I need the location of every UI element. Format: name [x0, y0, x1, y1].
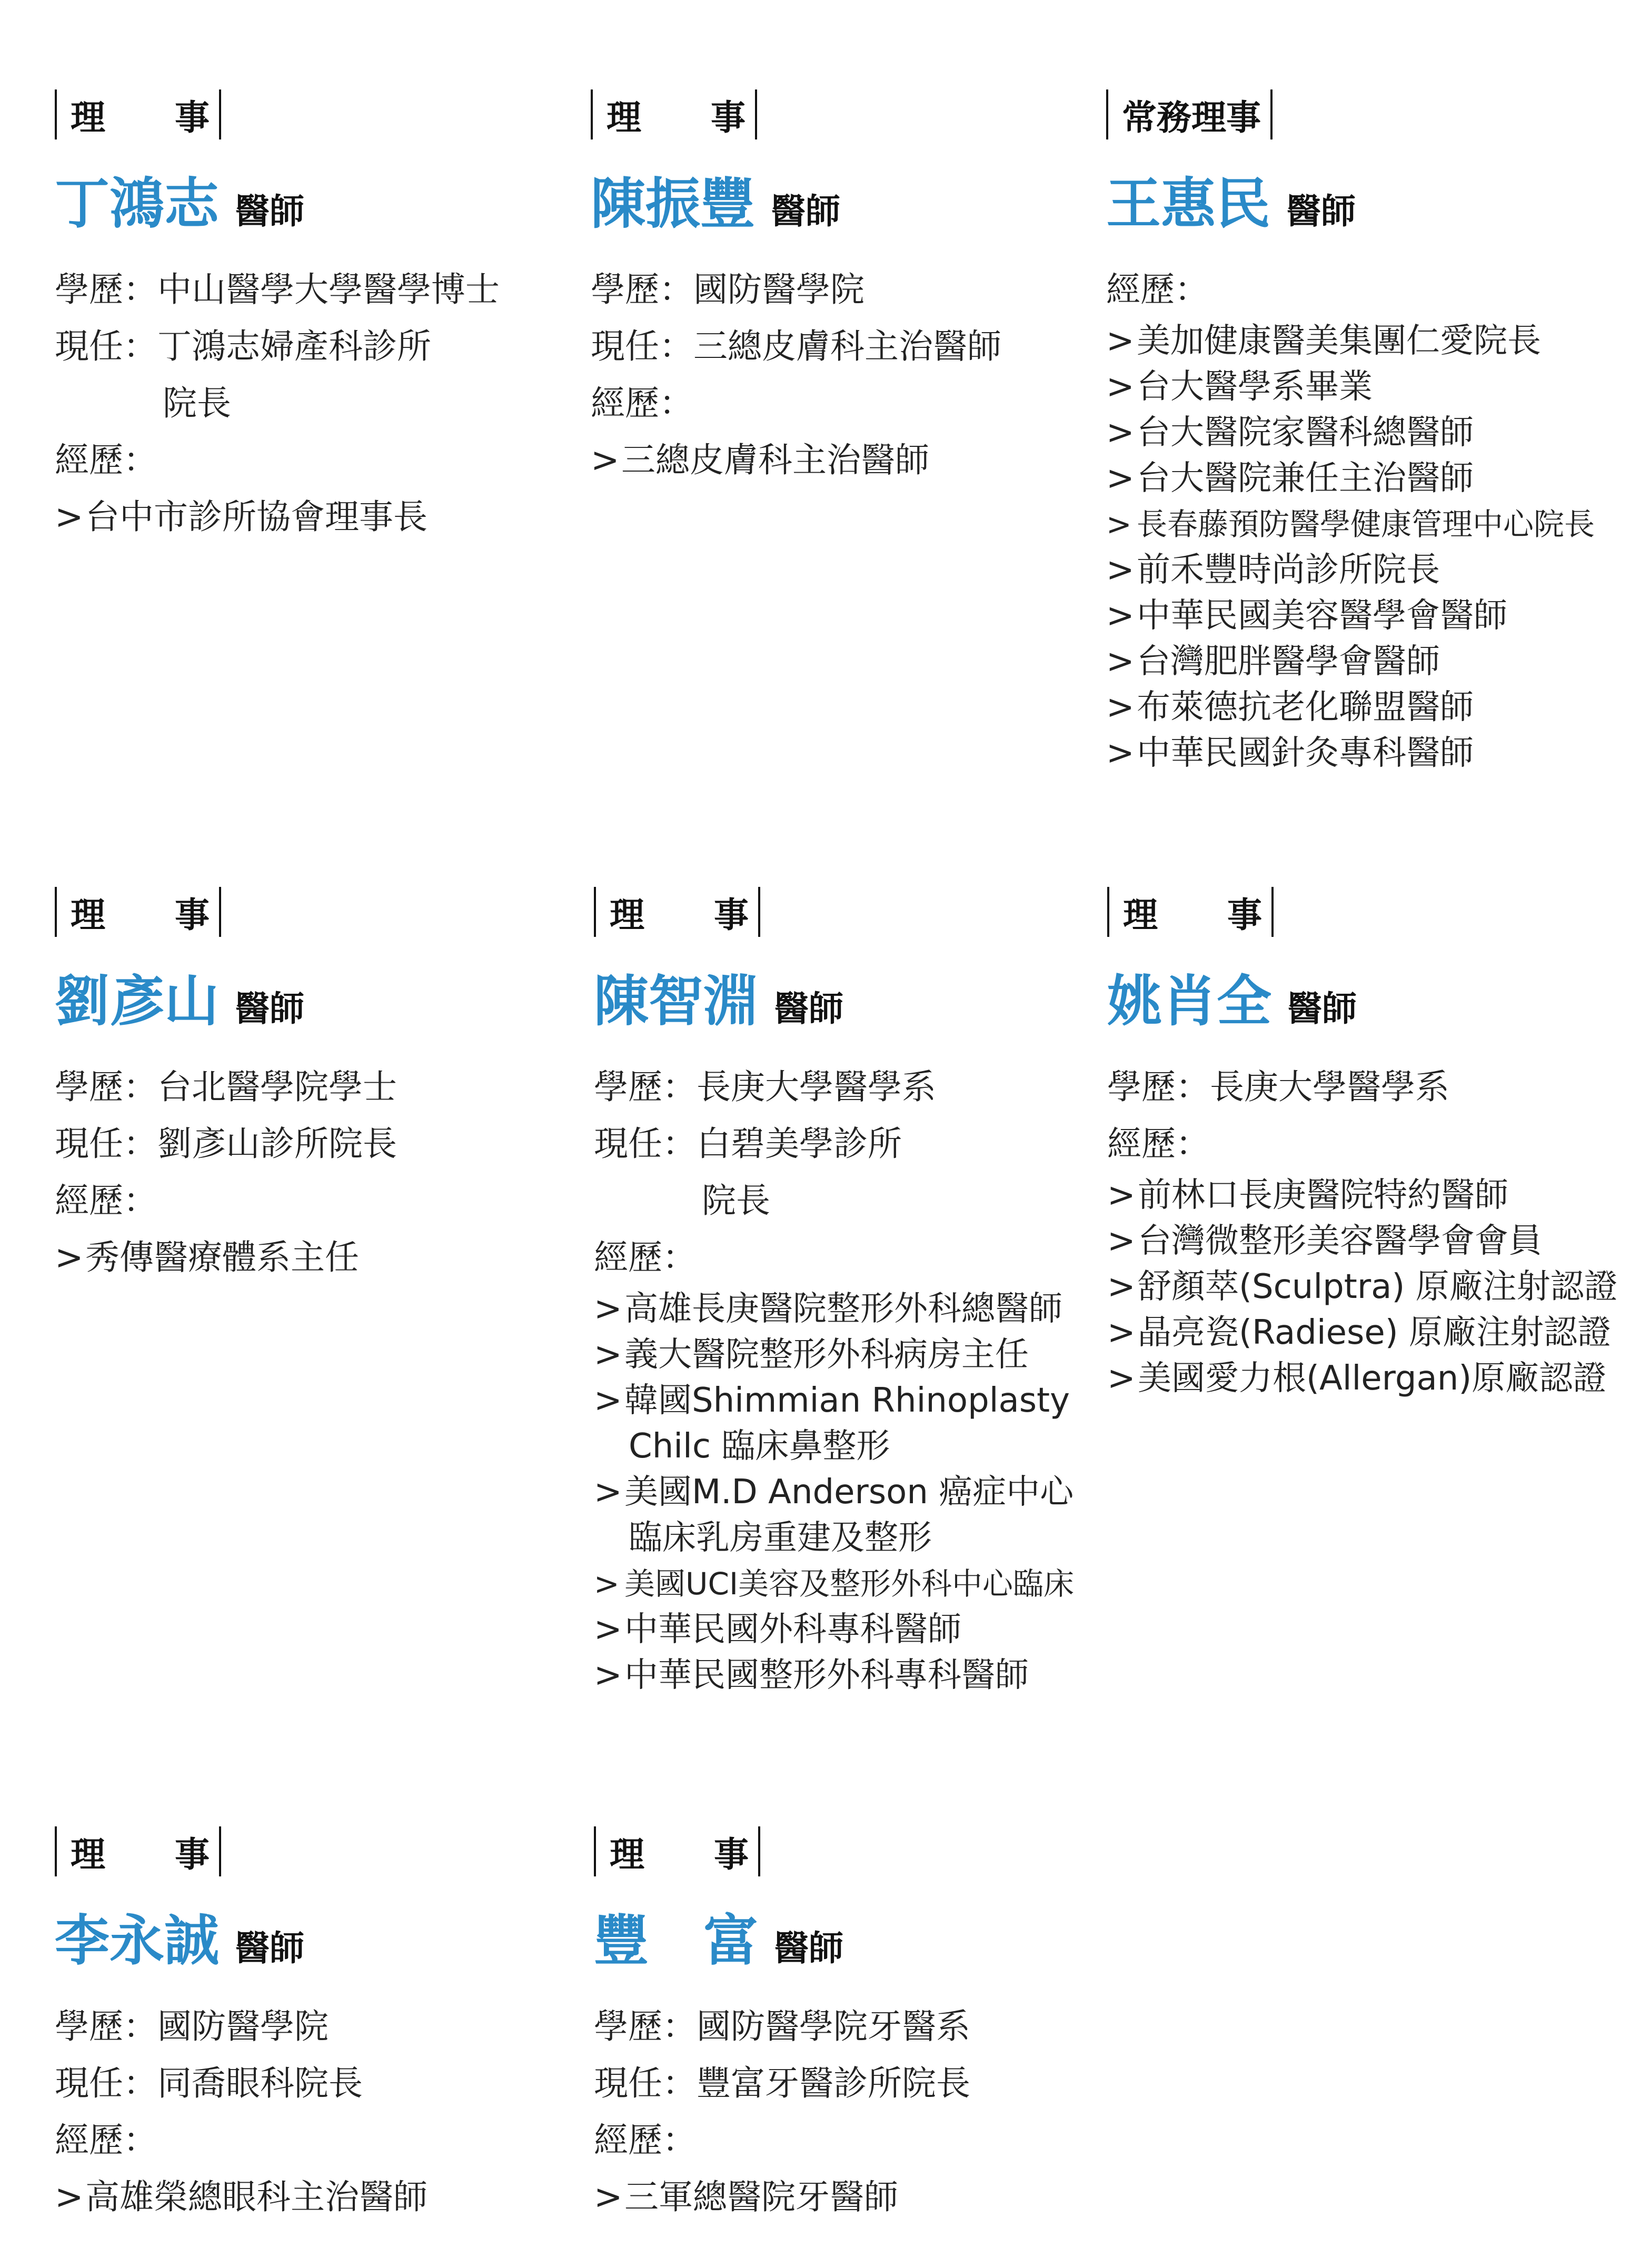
role-tag — [591, 89, 757, 139]
education: 學歷：長庚大學醫學系 — [594, 1067, 937, 1107]
experience-item: > 美國UCI美容及整形外科中心臨床 — [594, 1566, 1075, 1602]
experience-label: 經歷： — [55, 441, 158, 480]
doctor-title: 醫師 — [235, 1928, 305, 1969]
current-position: 現任：劉彥山診所院長 — [55, 1124, 397, 1164]
doctor-name: 丁鴻志 — [55, 171, 220, 236]
profile-card — [1107, 887, 1634, 1402]
role-label: 理 事 — [71, 1834, 210, 1875]
experience-item: >台灣微整形美容醫學會會員 — [1107, 1222, 1542, 1261]
experience-item: >高雄長庚醫院整形外科總醫師 — [594, 1290, 1062, 1328]
doctor-title: 醫師 — [235, 191, 305, 232]
role-label: 常務理事 — [1122, 97, 1261, 138]
experience-label: 經歷： — [1106, 270, 1209, 309]
experience-item: >台大醫院兼任主治醫師 — [1106, 459, 1474, 498]
education: 學歷：國防醫學院 — [591, 270, 865, 309]
experience-label: 經歷： — [591, 384, 694, 423]
doctor-title: 醫師 — [774, 1928, 844, 1969]
experience-item: >舒顏萃(Sculptra) 原廠注射認證 — [1107, 1267, 1618, 1306]
experience-item: >秀傳醫療體系主任 — [55, 1238, 360, 1277]
experience-label: 經歷： — [594, 2121, 697, 2160]
experience-item: >台中市診所協會理事長 — [55, 497, 428, 537]
experience-item: >美加健康醫美集團仁愛院長 — [1106, 322, 1541, 361]
role-bar-right — [219, 887, 221, 937]
role-tag — [1107, 887, 1274, 937]
experience-item: >台大醫學系畢業 — [1106, 367, 1373, 406]
experience-item-cont: Chilc 臨床鼻整形 — [629, 1427, 890, 1466]
experience-item: >高雄榮總眼科主治醫師 — [55, 2177, 428, 2217]
current-position: 現任：三總皮膚科主治醫師 — [591, 327, 1002, 366]
role-tag — [594, 1826, 760, 1876]
doctor-name: 姚肖全 — [1107, 968, 1272, 1033]
experience-label: 經歷： — [594, 1238, 697, 1277]
role-tag — [1106, 89, 1273, 139]
experience-item: >韓國Shimmian Rhinoplasty — [594, 1381, 1070, 1420]
education: 學歷：國防醫學院牙醫系 — [594, 2007, 971, 2046]
experience-item: >前林口長庚醫院特約醫師 — [1107, 1176, 1508, 1215]
profile-card — [591, 89, 1117, 489]
role-bar-right — [1270, 89, 1273, 139]
profile-card — [55, 887, 581, 1286]
experience-item-cont: 臨床乳房重建及整形 — [629, 1518, 932, 1557]
role-label: 理 事 — [610, 895, 749, 935]
role-bar-right — [758, 1826, 760, 1876]
doctor-title: 醫師 — [1286, 191, 1356, 232]
doctor-title: 醫師 — [235, 988, 305, 1029]
experience-item: >中華民國外科專科醫師 — [594, 1610, 961, 1649]
doctor-title: 醫師 — [1287, 988, 1357, 1029]
education: 學歷：台北醫學院學士 — [55, 1067, 397, 1107]
doctor-name: 陳智淵 — [594, 968, 759, 1033]
experience-item: >台大醫院家醫科總醫師 — [1106, 413, 1474, 452]
doctor-title: 醫師 — [771, 191, 841, 232]
education: 學歷：長庚大學醫學系 — [1107, 1067, 1450, 1107]
role-bar-right — [758, 887, 760, 937]
experience-item: >義大醫院整形外科病房主任 — [594, 1335, 1029, 1374]
experience-item: >三總皮膚科主治醫師 — [591, 441, 930, 480]
experience-label: 經歷： — [1107, 1124, 1210, 1164]
experience-label: 經歷： — [55, 2121, 158, 2160]
current-position: 現任：丁鴻志婦產科診所 — [55, 327, 432, 366]
experience-item: >前禾豐時尚診所院長 — [1106, 551, 1440, 590]
role-label: 理 事 — [607, 97, 746, 138]
experience-item: >中華民國美容醫學會醫師 — [1106, 596, 1507, 635]
role-label: 理 事 — [1123, 895, 1262, 935]
profile-card — [594, 887, 1120, 1698]
experience-label: 經歷： — [55, 1181, 158, 1221]
experience-item: > 長春藤預防醫學健康管理中心院長 — [1106, 506, 1595, 542]
experience-item: >三軍總醫院牙醫師 — [594, 2177, 899, 2217]
profile-card — [1106, 89, 1633, 776]
role-tag — [55, 1826, 221, 1876]
role-bar-right — [219, 1826, 221, 1876]
doctor-name: 劉彥山 — [55, 968, 220, 1033]
experience-item: >中華民國針灸專科醫師 — [1106, 734, 1474, 773]
experience-item: >美國M.D Anderson 癌症中心 — [594, 1473, 1074, 1512]
role-label: 理 事 — [71, 97, 210, 138]
education: 學歷：中山醫學大學醫學博士 — [55, 270, 500, 309]
current-position-cont: 院長 — [163, 384, 232, 423]
current-position: 現任：豐富牙醫診所院長 — [594, 2064, 971, 2103]
doctor-name: 王惠民 — [1106, 171, 1271, 236]
role-tag — [55, 887, 221, 937]
doctor-name: 陳振豐 — [591, 171, 756, 236]
role-tag — [55, 89, 221, 139]
current-position: 現任：白碧美學診所 — [594, 1124, 902, 1164]
role-label: 理 事 — [71, 895, 210, 935]
profile-card — [55, 1826, 581, 2226]
current-position-cont: 院長 — [702, 1181, 771, 1221]
current-position: 現任：同喬眼科院長 — [55, 2064, 363, 2103]
experience-item: >美國愛力根(Allergan)原廠認證 — [1107, 1359, 1607, 1398]
experience-item: >晶亮瓷(Radiese) 原廠注射認證 — [1107, 1313, 1612, 1352]
role-bar-right — [219, 89, 221, 139]
role-tag — [594, 887, 760, 937]
role-label: 理 事 — [610, 1834, 749, 1875]
role-bar-right — [1271, 887, 1274, 937]
role-bar-right — [755, 89, 757, 139]
experience-item: >布萊德抗老化聯盟醫師 — [1106, 688, 1474, 727]
experience-item: >台灣肥胖醫學會醫師 — [1106, 642, 1440, 681]
experience-item: >中華民國整形外科專科醫師 — [594, 1656, 1029, 1695]
profile-card — [55, 89, 581, 546]
doctor-name: 豐 富 — [594, 1908, 759, 1973]
profile-card — [594, 1826, 1120, 2226]
education: 學歷：國防醫學院 — [55, 2007, 329, 2046]
doctor-title: 醫師 — [774, 988, 844, 1029]
doctor-name: 李永誠 — [55, 1908, 220, 1973]
